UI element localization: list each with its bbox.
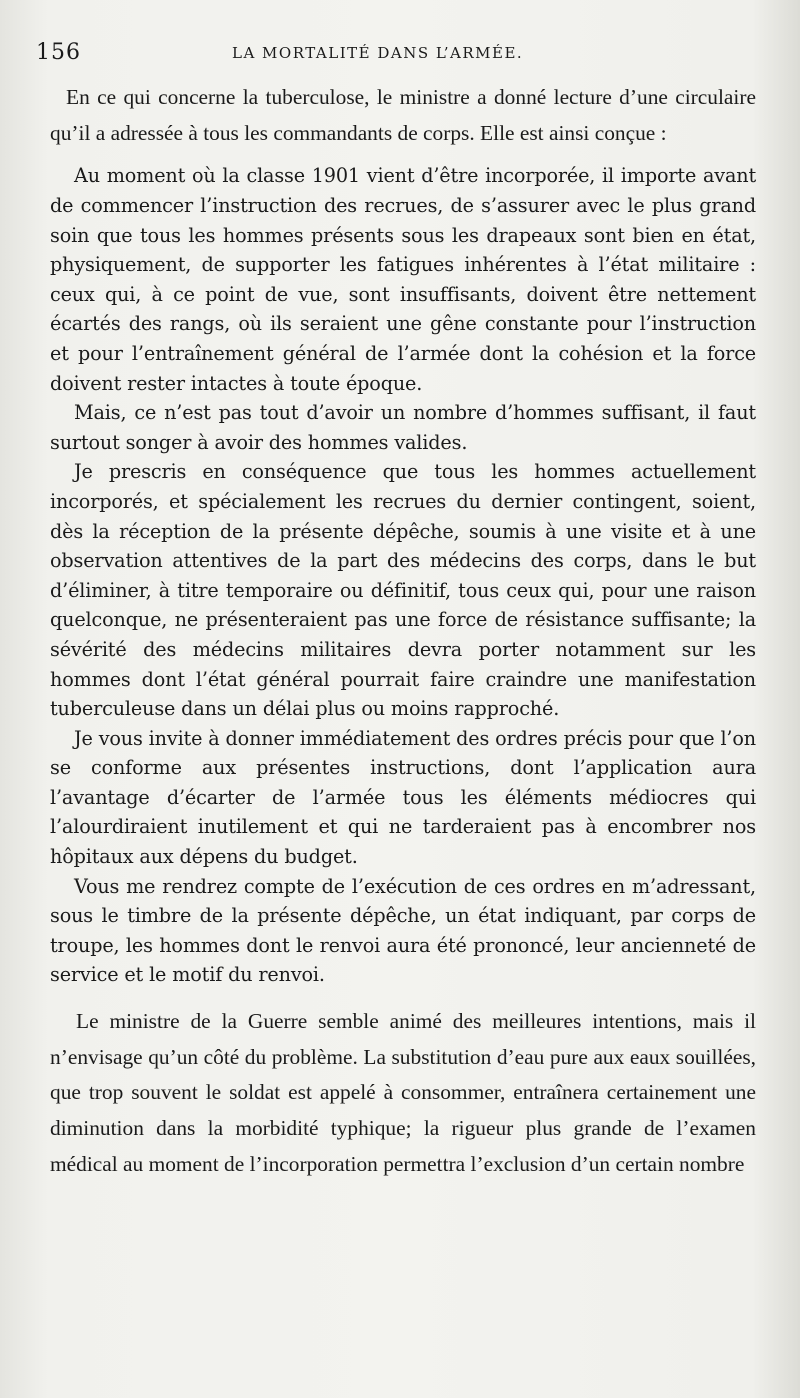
commentary-block [50, 1004, 756, 1183]
circular-paragraph: Je vous invite à donner immédiatement des ordres précis pour que l’on se conforme aux présentes instructions, dont l’application aura l’avantage d’écarter de l’armée tous les éléments médiocres qui l’alourdiraient inutilement et qui ne tarderaient pas à encombrer nos hôpitaux aux dépens du budget. [50, 726, 756, 869]
circular-quotation [50, 161, 756, 990]
circular-paragraph: Au moment où la classe 1901 vient d’être incorporée, il importe avant de commencer l’instruction des recrues, de s’assurer avec le plus grand soin que tous les hommes présents sous les drapeaux sont bien en état, physiquement, de supporter les fatigues inhérentes à l’état militaire : ceux qui, à ce point de vue, sont insuffisants, doivent être nettement écartés des rangs, où ils seraient une gêne constante pour l’instruction et pour l’entraînement général de l’armée dont la cohésion et la force doivent rester intactes à toute époque. [50, 164, 756, 395]
page-header [36, 40, 756, 70]
running-head: LA MORTALITÉ DANS L’ARMÉE. [232, 44, 524, 62]
commentary-paragraph: Le ministre de la Guerre semble animé des meilleures intentions, mais il n’envisage qu’un côté du problème. La substitution d’eau pure aux eaux souillées, que trop souvent le soldat est appelé à consommer, entraînera certainement une diminution dans la morbidité typhique; la rigueur plus grande de l’examen médical au moment de l’incorporation permettra l’exclusion d’un certain nombre [50, 1009, 756, 1176]
circular-paragraph: Vous me rendrez compte de l’exécution de ces ordres en m’adressant, sous le timbre de la présente dépêche, un état indiquant, par corps de troupe, les hommes dont le renvoi aura été prononcé, leur ancienneté de service et le motif du renvoi. [50, 874, 756, 987]
circular-paragraph: Mais, ce n’est pas tout d’avoir un nombre d’hommes suffisant, il faut surtout songer à avoir des hommes valides. [50, 401, 756, 454]
page-number: 156 [36, 40, 81, 65]
intro-paragraph: En ce qui concerne la tuberculose, le ministre a donné lecture d’une circulaire qu’il a adressée à tous les commandants de corps. Elle est ainsi conçue : [50, 85, 756, 145]
circular-paragraph: Je prescris en conséquence que tous les hommes actuellement incorporés, et spécialement les recrues du dernier contingent, soient, dès la réception de la présente dépêche, soumis à une visite et à une observation attentives de la part des médecins des corps, dans le but d’éliminer, à titre temporaire ou définitif, tous ceux qui, pour une raison quelconque, ne présenteraient pas une force de résistance suffisante; la sévérité des médecins militaires devra porter notamment sur les hommes dont l’état général pourrait faire craindre une manifestation tuberculeuse dans un délai plus ou moins rapproché. [50, 460, 756, 721]
page-body [50, 80, 756, 1183]
